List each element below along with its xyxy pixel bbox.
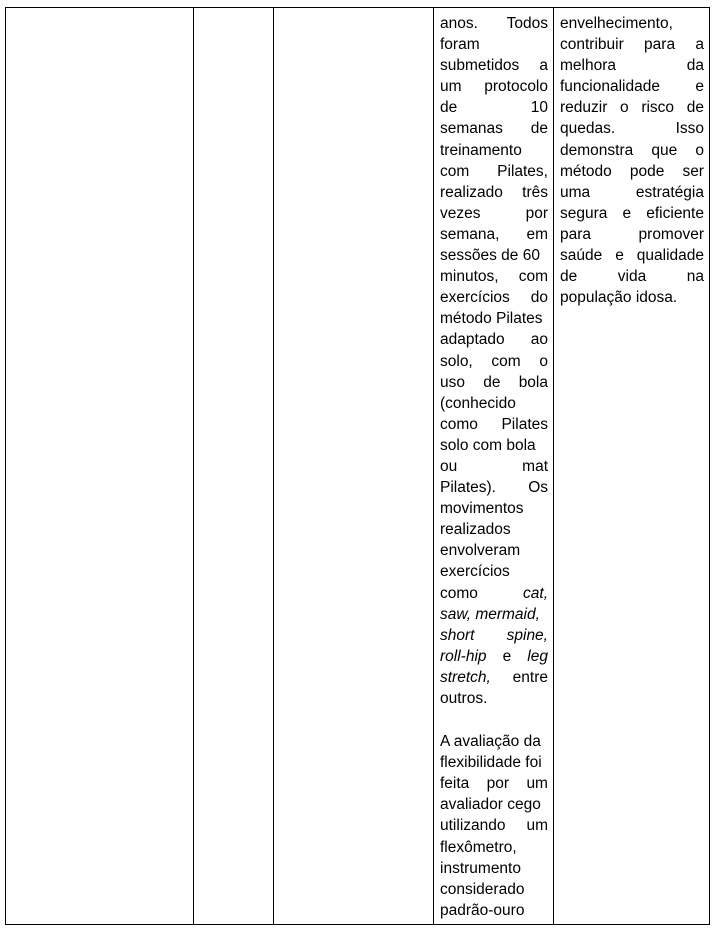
word: envelhecimento, — [560, 15, 673, 32]
text-line — [440, 55, 548, 76]
word: da — [686, 57, 704, 75]
word: instrumento — [440, 859, 521, 877]
text-line — [440, 266, 548, 287]
word: 10 — [530, 99, 548, 117]
text-line — [560, 118, 704, 139]
text-line — [440, 393, 548, 414]
word: a — [695, 36, 704, 54]
word: pode — [629, 162, 665, 180]
word: submetidos — [440, 57, 520, 75]
word: de — [530, 120, 548, 138]
word: um — [526, 775, 548, 793]
text-line — [560, 140, 704, 161]
word: risco — [641, 99, 675, 117]
word: Pilates, — [497, 162, 548, 180]
word: vida — [617, 268, 647, 286]
text-line — [440, 456, 548, 477]
word: qualidade — [636, 247, 704, 265]
table-cell-conclusion — [554, 8, 710, 925]
word: exercícios — [440, 563, 510, 581]
word: melhora — [560, 57, 616, 75]
text-line — [560, 203, 704, 224]
word: método — [560, 162, 612, 180]
word: (conhecido — [440, 394, 516, 412]
word: ao — [530, 331, 548, 349]
text-line — [440, 435, 548, 456]
word: de — [560, 268, 578, 286]
word: um — [526, 817, 548, 835]
word: Os — [528, 479, 548, 497]
word: saúde — [560, 247, 603, 265]
word: envolveram — [440, 542, 521, 560]
word: um — [440, 78, 462, 96]
article-table — [5, 7, 710, 925]
word: roll-hip — [440, 647, 487, 665]
word: vezes — [440, 204, 481, 222]
word: para — [644, 36, 676, 54]
text-line — [440, 414, 548, 435]
text-line — [440, 76, 548, 97]
word: segura — [560, 204, 608, 222]
word: de — [686, 99, 704, 117]
text-line — [440, 837, 548, 858]
word: uso — [440, 373, 465, 391]
word: outros. — [440, 690, 488, 707]
text-line — [440, 97, 548, 118]
word: método Pilates — [440, 310, 543, 328]
word: avaliador cego — [440, 796, 541, 814]
word: sessões de 60 — [440, 247, 540, 265]
text-line — [440, 561, 548, 582]
word: short — [440, 626, 475, 644]
text-line — [560, 287, 704, 308]
text-line — [440, 519, 548, 540]
text-line — [440, 34, 548, 55]
text-line — [440, 794, 548, 815]
word: contribuir — [560, 36, 624, 54]
word: utilizando — [440, 817, 506, 835]
word: treinamento — [440, 141, 522, 159]
word: semana, — [440, 225, 500, 243]
text-line — [440, 182, 548, 203]
text-line — [560, 97, 704, 118]
word: solo, — [440, 352, 473, 370]
word: bola — [518, 373, 548, 391]
text-line — [440, 372, 548, 393]
word: na — [686, 268, 704, 286]
text-line — [440, 203, 548, 224]
word: de — [483, 373, 501, 391]
word: anos. — [440, 15, 478, 32]
word: para — [560, 225, 592, 243]
conclusion-paragraph — [560, 13, 704, 308]
text-line — [440, 118, 548, 139]
word: que — [651, 141, 678, 159]
word: Todos — [506, 15, 548, 32]
text-line — [560, 76, 704, 97]
word: como — [440, 415, 478, 433]
word: o — [695, 141, 704, 159]
word: exercícios — [440, 289, 510, 307]
text-line — [440, 477, 548, 498]
text-line — [560, 266, 704, 287]
word: ou — [440, 457, 458, 475]
word: entre — [512, 668, 548, 686]
word: Isso — [675, 120, 704, 138]
text-line — [440, 140, 548, 161]
word: flexibilidade foi — [440, 754, 542, 772]
word: spine, — [506, 626, 548, 644]
word: considerado — [440, 880, 525, 898]
word: eficiente — [646, 204, 704, 222]
word: padrão-ouro — [440, 901, 525, 919]
table-cell-methods — [434, 8, 554, 925]
text-line — [440, 879, 548, 900]
word: de — [440, 99, 458, 117]
word: por — [486, 775, 510, 793]
text-line — [440, 540, 548, 561]
word: funcionalidade — [560, 78, 660, 96]
word: com — [518, 268, 548, 286]
text-line — [440, 329, 548, 350]
text-line — [440, 13, 548, 34]
word: feita — [440, 775, 470, 793]
word: por — [525, 204, 548, 222]
word: cat, — [523, 584, 548, 602]
word: A avaliação da — [440, 733, 541, 751]
text-line — [560, 224, 704, 245]
word: demonstra — [560, 141, 634, 159]
word: minutos, — [440, 268, 499, 286]
text-line — [440, 583, 548, 604]
text-line — [440, 498, 548, 519]
word: leg — [527, 647, 548, 665]
word: realizado — [440, 183, 503, 201]
text-line — [560, 13, 704, 34]
word: três — [522, 183, 548, 201]
word: solo com bola — [440, 436, 536, 454]
word: com — [491, 352, 521, 370]
text-line — [560, 34, 704, 55]
text-line — [440, 287, 548, 308]
table-row — [6, 8, 710, 925]
word: e — [695, 78, 704, 96]
text-line — [440, 731, 548, 752]
methods-paragraph-1 — [440, 13, 548, 709]
word: e — [622, 204, 632, 222]
text-line — [440, 224, 548, 245]
word: adaptado — [440, 331, 505, 349]
word: ser — [682, 162, 704, 180]
text-line — [440, 604, 548, 625]
word: a — [539, 57, 548, 75]
text-line — [440, 245, 548, 266]
word: quedas. — [560, 120, 616, 138]
text-line — [440, 858, 548, 879]
text-line — [560, 161, 704, 182]
text-line — [440, 646, 548, 667]
text-line — [440, 773, 548, 794]
text-line — [440, 900, 548, 921]
word: Pilates — [501, 415, 548, 433]
text-line — [440, 625, 548, 646]
text-line — [440, 815, 548, 836]
word: realizados — [440, 521, 511, 539]
word: e — [615, 247, 624, 265]
table-cell-author — [6, 8, 194, 925]
text-line — [440, 308, 548, 329]
word: movimentos — [440, 500, 524, 518]
word: flexômetro, — [440, 838, 517, 856]
text-line — [440, 667, 548, 688]
word: semanas — [440, 120, 503, 138]
text-line — [560, 55, 704, 76]
word: como — [440, 584, 478, 602]
text-line — [440, 351, 548, 372]
table-cell-year — [194, 8, 274, 925]
word: do — [530, 289, 548, 307]
word: o — [539, 352, 548, 370]
word: em — [526, 225, 548, 243]
word: promover — [638, 225, 704, 243]
text-line — [440, 688, 548, 709]
word: foram — [440, 36, 480, 54]
word: o — [620, 99, 629, 117]
word: Pilates). — [440, 479, 496, 497]
word: uma — [560, 183, 591, 201]
text-line — [560, 182, 704, 203]
word: estratégia — [635, 183, 704, 201]
word: reduzir — [560, 99, 608, 117]
word: stretch, — [440, 668, 491, 686]
methods-paragraph-2 — [440, 731, 548, 921]
text-line — [560, 245, 704, 266]
word: saw, mermaid, — [440, 605, 540, 623]
word: e — [502, 647, 512, 665]
text-line — [440, 161, 548, 182]
word: com — [440, 162, 470, 180]
table-cell-title — [274, 8, 434, 925]
word: mat — [522, 457, 548, 475]
text-line — [440, 752, 548, 773]
word: protocolo — [484, 78, 548, 96]
word: população idosa. — [560, 289, 678, 307]
